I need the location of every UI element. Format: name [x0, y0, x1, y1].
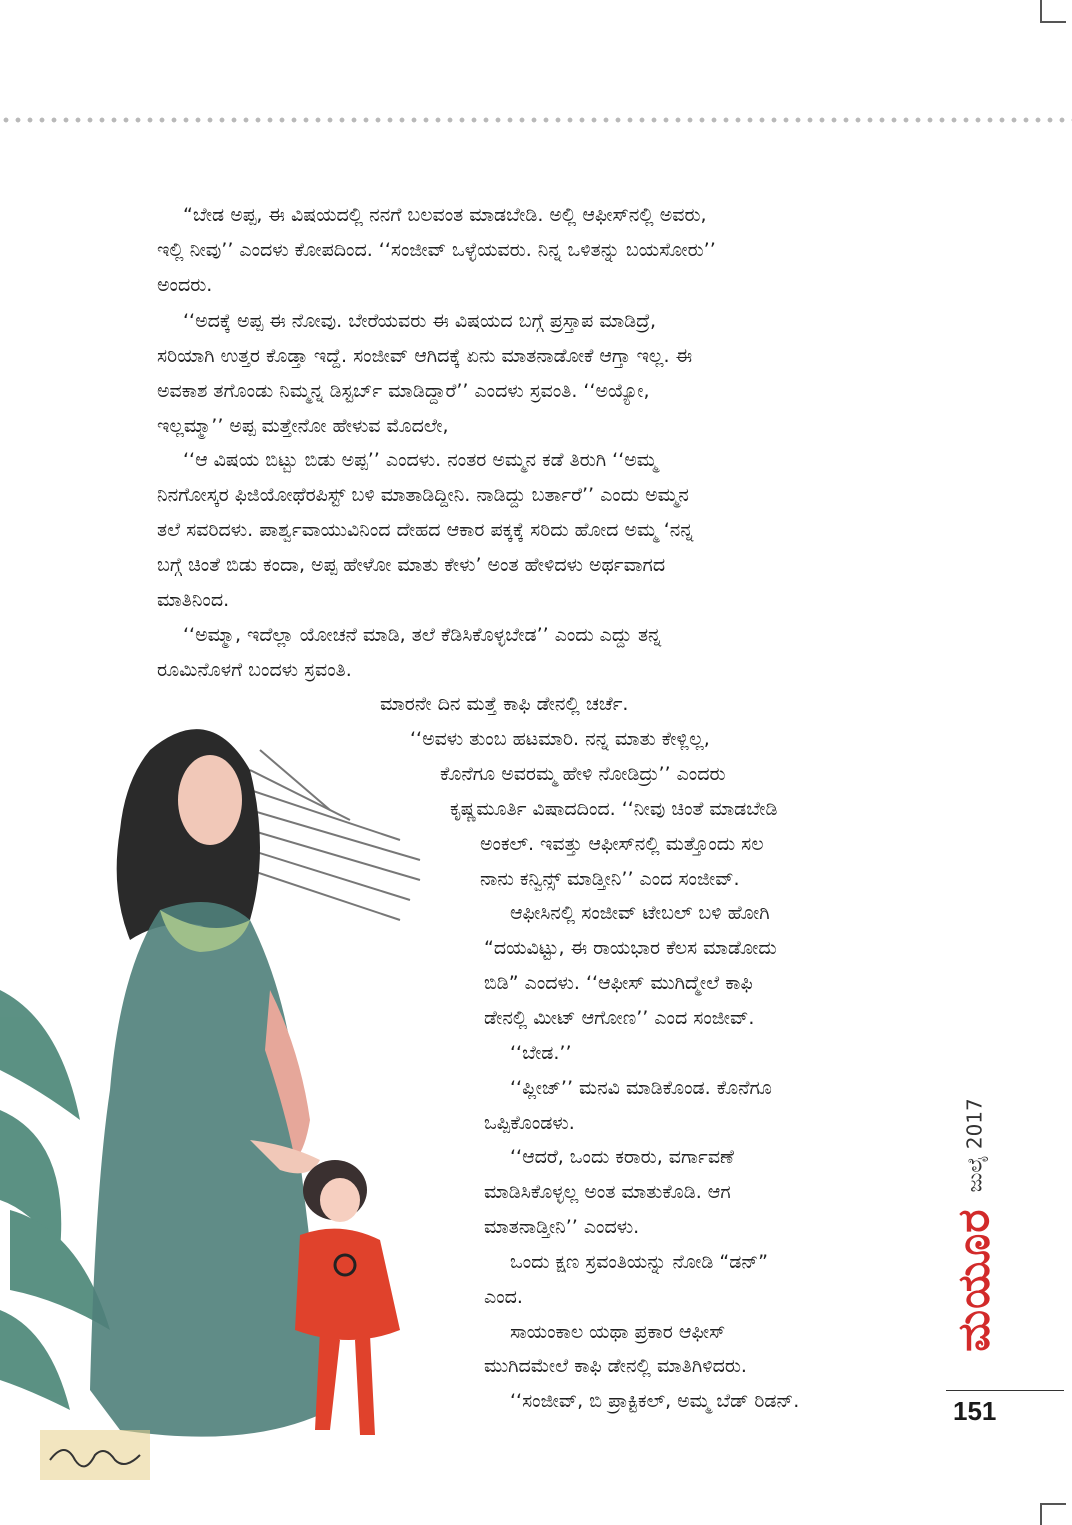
story-line: ನಿನಗೋಸ್ಕರ ಫಿಜಿಯೋಥೆರಪಿಸ್ಟ್ ಬಳಿ ಮಾತಾಡಿದ್ದೀನಿ. ನಾಡಿದ್ದು ಬರ್ತಾರೆ’’ ಎಂದು ಅಮ್ಮನ: [157, 484, 689, 506]
story-line: ಮುಗಿದಮೇಲೆ ಕಾಫಿ ಡೇನಲ್ಲಿ ಮಾತಿಗಿಳಿದರು.: [484, 1355, 747, 1377]
story-line: ಕೃಷ್ಣಮೂರ್ತಿ ವಿಷಾದದಿಂದ. ‘‘ನೀವು ಚಿಂತೆ ಮಾಡಬೇಡಿ: [450, 798, 778, 820]
story-line: ಒಪ್ಪಿಕೊಂಡಳು.: [484, 1112, 575, 1134]
story-line: ಅಂದರು.: [157, 274, 213, 296]
story-illustration: [0, 690, 470, 1500]
story-line: ಬಗ್ಗೆ ಚಿಂತೆ ಬಿಡು ಕಂದಾ, ಅಪ್ಪ ಹೇಳೋ ಮಾತು ಕೇಳು’ ಅಂತ ಹೇಳಿದಳು ಅರ್ಥವಾಗದ: [157, 554, 666, 576]
crop-mark-top-v: [1040, 0, 1042, 22]
artist-signature: [40, 1430, 150, 1480]
story-line: ಇಲ್ಲಿ ನೀವು’’ ಎಂದಳು ಕೋಪದಿಂದ. ‘‘ಸಂಜೀವ್ ಒಳ್ಳೆಯವರು. ನಿನ್ನ ಒಳಿತನ್ನು ಬಯಸೋರು’’: [157, 239, 716, 261]
story-line: ‘‘ಪ್ಲೀಜ್’’ ಮನವಿ ಮಾಡಿಕೊಂಡ. ಕೊನೆಗೂ: [510, 1077, 772, 1099]
crop-mark-bottom-h: [1040, 1503, 1066, 1505]
story-line: ಬಿಡಿ” ಎಂದಳು. ‘‘ಆಫೀಸ್ ಮುಗಿದ್ಮೇಲೆ ಕಾಫಿ: [484, 972, 753, 994]
magazine-name: ಮಯೂರ: [948, 1208, 1000, 1352]
story-line: ‘‘ಅಮ್ಮಾ, ಇದೆಲ್ಲಾ ಯೋಚನೆ ಮಾಡಿ, ತಲೆ ಕೆಡಿಸಿಕೊಳ್ಳಬೇಡ’’ ಎಂದು ಎದ್ದು ತನ್ನ: [183, 624, 662, 646]
story-line: ಇಲ್ಲಮ್ಮಾ’’ ಅಪ್ಪ ಮತ್ತೇನೋ ಹೇಳುವ ಮೊದಲೇ,: [157, 415, 449, 437]
story-line: ‘‘ಬೇಡ.’’: [510, 1042, 572, 1064]
page-number-rule: [946, 1390, 1064, 1391]
story-line: ಆಫೀಸಿನಲ್ಲಿ ಸಂಜೀವ್ ಟೇಬಲ್ ಬಳಿ ಹೋಗಿ: [510, 902, 770, 924]
woman-face: [178, 755, 242, 845]
story-line: ‘‘ಸಂಜೀವ್, ಬಿ ಪ್ರಾಕ್ಟಿಕಲ್, ಅಮ್ಮ ಬೆಡ್ ರಿಡನ್.: [510, 1390, 800, 1412]
story-line: “ಬೇಡ ಅಪ್ಪ, ಈ ವಿಷಯದಲ್ಲಿ ನನಗೆ ಬಲವಂತ ಮಾಡಬೇಡಿ. ಅಲ್ಲಿ ಆಫೀಸ್‌ನಲ್ಲಿ ಅವರು,: [183, 204, 707, 226]
sketch-lines: [250, 750, 420, 920]
child-face: [320, 1178, 360, 1222]
story-line: ಡೇನಲ್ಲಿ ಮೀಟ್ ಆಗೋಣ’’ ಎಂದ ಸಂಜೀವ್.: [484, 1007, 755, 1029]
story-line: ತಲೆ ಸವರಿದಳು. ಪಾರ್ಶ್ವವಾಯುವಿನಿಂದ ದೇಹದ ಆಕಾರ ಪಕ್ಕಕ್ಕೆ ಸರಿದು ಹೋದ ಅಮ್ಮ ‘ನನ್ನ: [157, 519, 694, 541]
story-line: ‘‘ಅದಕ್ಕೆ ಅಪ್ಪ ಈ ನೋವು. ಬೇರೆಯವರು ಈ ವಿಷಯದ ಬಗ್ಗೆ ಪ್ರಸ್ತಾಪ ಮಾಡಿದ್ರೆ,: [183, 310, 657, 332]
magazine-masthead: [944, 1060, 1004, 1390]
issue-date: ಜುಲೈ 2017: [962, 1098, 986, 1193]
story-line: ಮಾತನಾಡ್ತೀನಿ’’ ಎಂದಳು.: [484, 1216, 640, 1238]
story-line: ಮಾರನೇ ದಿನ ಮತ್ತೆ ಕಾಫಿ ಡೇನಲ್ಲಿ ಚರ್ಚೆ.: [380, 693, 629, 715]
child-legs: [315, 1330, 375, 1435]
crop-mark-bottom-v: [1040, 1503, 1042, 1525]
story-line: “ದಯವಿಟ್ಟು, ಈ ರಾಯಭಾರ ಕೆಲಸ ಮಾಡೋದು: [484, 937, 777, 959]
crop-mark-top-h: [1040, 21, 1066, 23]
page-number: 151: [953, 1396, 997, 1426]
story-line: ‘‘ಆದರೆ, ಒಂದು ಕರಾರು, ವರ್ಗಾವಣೆ: [510, 1146, 734, 1168]
story-line: ಅವಕಾಶ ತಗೊಂಡು ನಿಮ್ಮನ್ನ ಡಿಸ್ಟರ್ಬ್ ಮಾಡಿದ್ದಾರೆ’’ ಎಂದಳು ಸ್ರವಂತಿ. ‘‘ಅಯ್ಯೋ,: [157, 380, 650, 402]
story-line: ಒಂದು ಕ್ಷಣ ಸ್ರವಂತಿಯನ್ನು ನೋಡಿ “ಡನ್”: [510, 1251, 768, 1273]
story-line: ಎಂದ.: [484, 1286, 523, 1308]
story-line: ‘‘ಆ ವಿಷಯ ಬಿಟ್ಬು ಬಿಡು ಅಪ್ಪ’’ ಎಂದಳು. ನಂತರ ಅಮ್ಮನ ಕಡೆ ತಿರುಗಿ ‘‘ಅಮ್ಮ: [183, 449, 658, 471]
story-line: ರೂಮಿನೊಳಗೆ ಬಂದಳು ಸ್ರವಂತಿ.: [157, 659, 352, 681]
story-line: ಸಾಯಂಕಾಲ ಯಥಾ ಪ್ರಕಾರ ಆಫೀಸ್: [510, 1321, 726, 1343]
story-line: ಸರಿಯಾಗಿ ಉತ್ತರ ಕೊಡ್ತಾ ಇದ್ದೆ. ಸಂಜೀವ್ ಆಗಿದಕ್ಕೆ ಏನು ಮಾತನಾಡೋಕೆ ಆಗ್ತಾ ಇಲ್ಲ. ಈ: [157, 345, 693, 367]
story-line: ‘‘ಅವಳು ತುಂಬ ಹಟಮಾರಿ. ನನ್ನ ಮಾತು ಕೇಳ್ಲಿಲ್ಲ,: [410, 728, 710, 750]
dotted-divider: [0, 116, 1072, 124]
story-line: ಕೊನೆಗೂ ಅವರಮ್ಮ ಹೇಳಿ ನೋಡಿದ್ರು’’ ಎಂದರು: [440, 763, 726, 785]
story-line: ನಾನು ಕನ್ವಿನ್ಸ್ ಮಾಡ್ತೀನಿ’’ ಎಂದ ಸಂಜೀವ್.: [480, 868, 740, 890]
story-line: ಮಾಡಿಸಿಕೊಳ್ಳಲ್ಲ ಅಂತ ಮಾತುಕೊಡಿ. ಆಗ: [484, 1181, 731, 1203]
story-line: ಅಂಕಲ್. ಇವತ್ತು ಆಫೀಸ್‌ನಲ್ಲಿ ಮತ್ತೊಂದು ಸಲ: [480, 833, 764, 855]
story-line: ಮಾತಿನಿಂದ.: [157, 589, 230, 611]
child-dress: [295, 1229, 400, 1340]
